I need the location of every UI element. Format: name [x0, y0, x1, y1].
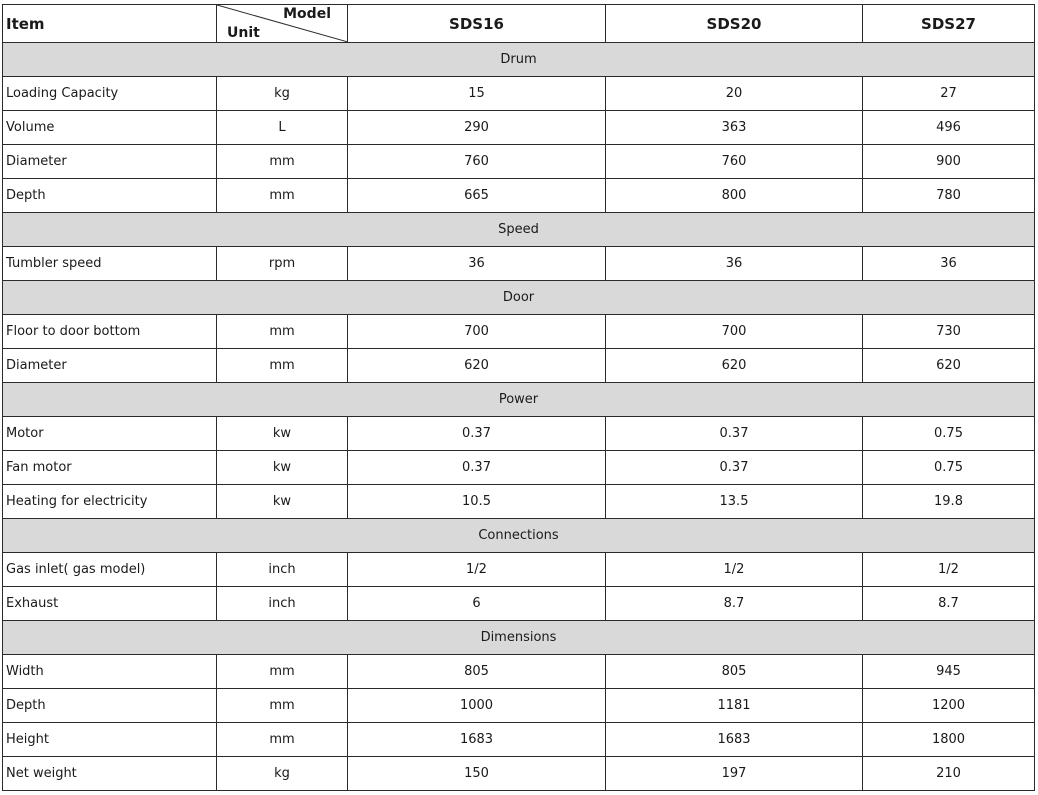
value-cell-sds27: 945 — [863, 655, 1035, 689]
value-cell-sds20: 363 — [606, 111, 863, 145]
unit-cell: mm — [217, 723, 348, 757]
item-cell: Depth — [3, 689, 217, 723]
table-row — [3, 723, 1035, 757]
table-row — [3, 315, 1035, 349]
value-cell-sds27: 0.75 — [863, 417, 1035, 451]
value-cell-sds20: 0.37 — [606, 451, 863, 485]
table-row — [3, 247, 1035, 281]
value-cell-sds16: 15 — [348, 77, 606, 111]
table-row — [3, 689, 1035, 723]
unit-cell: mm — [217, 655, 348, 689]
item-cell: Loading Capacity — [3, 77, 217, 111]
value-cell-sds20: 760 — [606, 145, 863, 179]
value-cell-sds16: 150 — [348, 757, 606, 791]
section-row — [3, 621, 1035, 655]
value-cell-sds20: 805 — [606, 655, 863, 689]
unit-cell: kg — [217, 757, 348, 791]
specification-table — [2, 4, 1035, 791]
header-row — [3, 5, 1035, 43]
unit-cell: L — [217, 111, 348, 145]
value-cell-sds20: 197 — [606, 757, 863, 791]
section-title: Dimensions — [3, 621, 1035, 655]
value-cell-sds16: 1683 — [348, 723, 606, 757]
item-cell: Diameter — [3, 145, 217, 179]
value-cell-sds20: 1683 — [606, 723, 863, 757]
section-row — [3, 43, 1035, 77]
value-cell-sds20: 1181 — [606, 689, 863, 723]
value-cell-sds27: 27 — [863, 77, 1035, 111]
section-title: Power — [3, 383, 1035, 417]
value-cell-sds20: 0.37 — [606, 417, 863, 451]
value-cell-sds20: 800 — [606, 179, 863, 213]
section-title: Drum — [3, 43, 1035, 77]
unit-cell: kw — [217, 485, 348, 519]
table-row — [3, 587, 1035, 621]
item-cell: Volume — [3, 111, 217, 145]
header-model-unit — [217, 5, 348, 43]
spec-table-body — [3, 5, 1035, 791]
value-cell-sds27: 730 — [863, 315, 1035, 349]
table-row — [3, 485, 1035, 519]
spec-table-container — [2, 4, 1035, 791]
value-cell-sds20: 700 — [606, 315, 863, 349]
table-row — [3, 417, 1035, 451]
unit-cell: rpm — [217, 247, 348, 281]
value-cell-sds16: 1/2 — [348, 553, 606, 587]
value-cell-sds20: 36 — [606, 247, 863, 281]
value-cell-sds20: 20 — [606, 77, 863, 111]
item-cell: Depth — [3, 179, 217, 213]
table-row — [3, 349, 1035, 383]
item-cell: Fan motor — [3, 451, 217, 485]
header-item: Item — [3, 5, 217, 43]
item-cell: Floor to door bottom — [3, 315, 217, 349]
value-cell-sds27: 19.8 — [863, 485, 1035, 519]
value-cell-sds27: 1800 — [863, 723, 1035, 757]
unit-cell: mm — [217, 145, 348, 179]
item-cell: Tumbler speed — [3, 247, 217, 281]
section-row — [3, 213, 1035, 247]
value-cell-sds16: 0.37 — [348, 451, 606, 485]
section-title: Speed — [3, 213, 1035, 247]
unit-cell: kw — [217, 417, 348, 451]
item-cell: Width — [3, 655, 217, 689]
header-model-sds16: SDS16 — [348, 5, 606, 43]
value-cell-sds16: 665 — [348, 179, 606, 213]
table-row — [3, 179, 1035, 213]
table-row — [3, 77, 1035, 111]
value-cell-sds16: 805 — [348, 655, 606, 689]
value-cell-sds20: 1/2 — [606, 553, 863, 587]
unit-cell: kw — [217, 451, 348, 485]
value-cell-sds16: 700 — [348, 315, 606, 349]
section-title: Door — [3, 281, 1035, 315]
header-model-label: Model — [283, 6, 331, 22]
value-cell-sds27: 36 — [863, 247, 1035, 281]
value-cell-sds27: 210 — [863, 757, 1035, 791]
table-row — [3, 145, 1035, 179]
value-cell-sds16: 620 — [348, 349, 606, 383]
unit-cell: mm — [217, 315, 348, 349]
value-cell-sds27: 8.7 — [863, 587, 1035, 621]
section-title: Connections — [3, 519, 1035, 553]
header-model-sds27: SDS27 — [863, 5, 1035, 43]
header-model-sds20: SDS20 — [606, 5, 863, 43]
value-cell-sds16: 760 — [348, 145, 606, 179]
value-cell-sds16: 1000 — [348, 689, 606, 723]
unit-cell: mm — [217, 689, 348, 723]
value-cell-sds27: 780 — [863, 179, 1035, 213]
item-cell: Motor — [3, 417, 217, 451]
item-cell: Height — [3, 723, 217, 757]
section-row — [3, 383, 1035, 417]
value-cell-sds27: 0.75 — [863, 451, 1035, 485]
value-cell-sds20: 13.5 — [606, 485, 863, 519]
table-row — [3, 111, 1035, 145]
item-cell: Net weight — [3, 757, 217, 791]
value-cell-sds27: 1200 — [863, 689, 1035, 723]
item-cell: Gas inlet( gas model) — [3, 553, 217, 587]
unit-cell: mm — [217, 349, 348, 383]
table-row — [3, 757, 1035, 791]
unit-cell: inch — [217, 587, 348, 621]
section-row — [3, 281, 1035, 315]
table-row — [3, 451, 1035, 485]
header-unit-label: Unit — [227, 25, 260, 41]
value-cell-sds16: 36 — [348, 247, 606, 281]
item-cell: Heating for electricity — [3, 485, 217, 519]
section-row — [3, 519, 1035, 553]
value-cell-sds16: 6 — [348, 587, 606, 621]
value-cell-sds27: 620 — [863, 349, 1035, 383]
value-cell-sds27: 900 — [863, 145, 1035, 179]
table-row — [3, 655, 1035, 689]
value-cell-sds16: 0.37 — [348, 417, 606, 451]
value-cell-sds20: 8.7 — [606, 587, 863, 621]
value-cell-sds16: 290 — [348, 111, 606, 145]
item-cell: Exhaust — [3, 587, 217, 621]
unit-cell: inch — [217, 553, 348, 587]
unit-cell: kg — [217, 77, 348, 111]
value-cell-sds27: 1/2 — [863, 553, 1035, 587]
item-cell: Diameter — [3, 349, 217, 383]
unit-cell: mm — [217, 179, 348, 213]
value-cell-sds16: 10.5 — [348, 485, 606, 519]
value-cell-sds20: 620 — [606, 349, 863, 383]
value-cell-sds27: 496 — [863, 111, 1035, 145]
table-row — [3, 553, 1035, 587]
